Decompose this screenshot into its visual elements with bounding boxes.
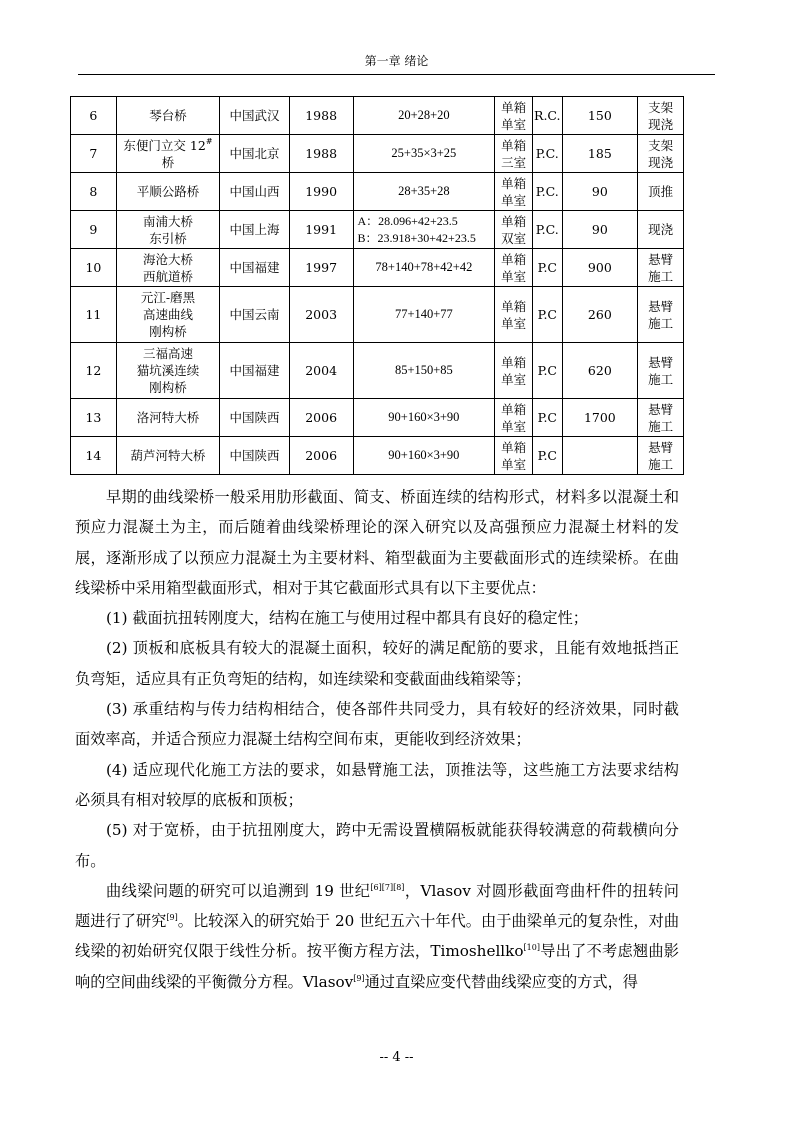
- cell-method-line: 悬臂: [648, 401, 674, 417]
- table-row: [71, 343, 684, 399]
- cell-radius: 185: [562, 135, 638, 173]
- cell-span-line: 85+150+85: [394, 363, 453, 377]
- cell-material: P.C.: [533, 211, 562, 249]
- cell-material: P.C: [533, 287, 562, 343]
- cell-span: [353, 97, 495, 135]
- cell-method-line: 悬臂: [648, 439, 674, 455]
- cell-radius: 90: [562, 173, 638, 211]
- cell-method-line: 悬臂: [648, 251, 674, 267]
- cell-span-line: 78+140+78+42+42: [375, 260, 473, 274]
- cell-material: P.C: [533, 249, 562, 287]
- cell-location: 中国陕西: [220, 399, 290, 437]
- cell-span: [353, 249, 495, 287]
- cell-section: [495, 211, 533, 249]
- table-row: [71, 399, 684, 437]
- table-row: [71, 97, 684, 135]
- citation-ref-9b: [9]: [353, 973, 365, 983]
- cell-bridge-name-line: 西航道桥: [142, 268, 193, 284]
- paragraph-history: [75, 876, 679, 997]
- cell-bridge-name: [116, 249, 219, 287]
- cell-bridge-name-line: 高速曲线: [142, 307, 193, 322]
- advantage-item-5: (5) 对于宽桥，由于抗扭刚度大，跨中无需设置横隔板就能获得较满意的荷载横向分布。: [75, 821, 679, 870]
- cell-year: 2006: [289, 437, 353, 475]
- cell-location: 中国福建: [220, 249, 290, 287]
- cell-method: [638, 343, 684, 399]
- cell-material: P.C.: [533, 135, 562, 173]
- history-text-d: 导出了不考虑翘曲影响的空间曲线梁的平衡微分方程。Vlasov: [75, 942, 679, 991]
- advantage-item-4: (4) 适应现代化施工方法的要求，如悬臂施工法，顶推法等，这些施工方法要求结构必须具有相对较厚的底板和顶板；: [75, 760, 679, 809]
- cell-section-line: 单室: [501, 371, 527, 387]
- cell-year: 2006: [289, 399, 353, 437]
- cell-bridge-name: [116, 173, 219, 211]
- cell-method-line: 施工: [648, 315, 674, 331]
- cell-section-line: 单箱: [501, 439, 527, 455]
- cell-number: 6: [71, 97, 117, 135]
- cell-material: P.C: [533, 399, 562, 437]
- cell-section-line: 单箱: [501, 401, 527, 417]
- bridge-name-part: 东便门立交 12: [123, 137, 206, 153]
- table-row: [71, 249, 684, 287]
- cell-number: 11: [71, 287, 117, 343]
- cell-section-line: 单室: [501, 192, 527, 208]
- cell-number: 9: [71, 211, 117, 249]
- cell-span: [353, 173, 495, 211]
- table-row: [71, 211, 684, 249]
- cell-number: 8: [71, 173, 117, 211]
- cell-section-line: 单箱: [501, 175, 527, 191]
- cell-number: 13: [71, 399, 117, 437]
- cell-section-line: 单箱: [501, 251, 527, 267]
- cell-radius: 620: [562, 343, 638, 399]
- cell-location: 中国云南: [220, 287, 290, 343]
- body-text: [75, 482, 679, 997]
- cell-method-line: 现浇: [648, 222, 674, 237]
- cell-bridge-name-line: 猫坑溪连续: [136, 363, 200, 378]
- page-number: -- 4 --: [379, 1050, 414, 1065]
- cell-bridge-name: [116, 97, 219, 135]
- cell-method-line: 现浇: [648, 116, 674, 132]
- cell-bridge-name: [116, 399, 219, 437]
- bridge-name-superscript: #: [205, 136, 213, 146]
- cell-section: [495, 343, 533, 399]
- history-text-b: ，Vlasov 对圆形截面弯曲杆件的扭转问题进行了研究: [75, 881, 679, 931]
- cell-section-line: 单室: [501, 315, 527, 331]
- cell-section: [495, 287, 533, 343]
- cell-section: [495, 173, 533, 211]
- cell-material: R.C.: [533, 97, 562, 135]
- cell-span-line: 90+160×3+90: [388, 410, 460, 424]
- cell-bridge-name-line: 洛河特大桥: [136, 410, 200, 425]
- citation-ref-9: [9]: [166, 913, 178, 923]
- page-header-title: 第一章 绪论: [364, 54, 429, 68]
- cell-material: P.C.: [533, 173, 562, 211]
- cell-radius: 900: [562, 249, 638, 287]
- cell-bridge-name-line: 元江-磨黑: [140, 290, 196, 305]
- cell-section: [495, 97, 533, 135]
- cell-section: [495, 135, 533, 173]
- bridge-table-body: [71, 97, 684, 475]
- cell-span-line: A：28.096+42+23.5: [357, 213, 458, 228]
- cell-method-line: 悬臂: [648, 298, 674, 314]
- cell-span: [353, 287, 495, 343]
- cell-method: [638, 399, 684, 437]
- cell-number: 14: [71, 437, 117, 475]
- cell-span: [353, 437, 495, 475]
- table-row: [71, 135, 684, 173]
- cell-bridge-name-line: 海沧大桥: [142, 251, 193, 267]
- cell-section: [495, 249, 533, 287]
- cell-method: [638, 211, 684, 249]
- cell-method-line: 施工: [648, 456, 674, 472]
- cell-span: [353, 343, 495, 399]
- cell-year: 2003: [289, 287, 353, 343]
- history-text-a: 曲线梁问题的研究可以追溯到 19 世纪: [106, 881, 371, 900]
- cell-year: 1988: [289, 135, 353, 173]
- cell-bridge-name: [116, 437, 219, 475]
- cell-bridge-name-line: 东引桥: [149, 230, 187, 246]
- cell-method-line: 现浇: [648, 154, 674, 170]
- table-row: [71, 173, 684, 211]
- cell-method: [638, 97, 684, 135]
- cell-span-line: 20+28+20: [398, 108, 450, 122]
- citation-ref-6-8: [6][7][8]: [370, 882, 405, 892]
- cell-location: 中国武汉: [220, 97, 290, 135]
- cell-location: 中国陕西: [220, 437, 290, 475]
- cell-radius: 260: [562, 287, 638, 343]
- table-row: [71, 437, 684, 475]
- cell-section-line: 单箱: [501, 137, 527, 153]
- history-text-e: 通过直梁应变代替曲线梁应变的方式，得: [364, 972, 638, 991]
- cell-location: 中国北京: [220, 135, 290, 173]
- cell-section-line: 单箱: [501, 354, 527, 370]
- cell-span-line: 28+35+28: [398, 184, 450, 198]
- cell-number: 12: [71, 343, 117, 399]
- cell-section-line: 单箱: [501, 298, 527, 314]
- cell-material: P.C: [533, 437, 562, 475]
- cell-method-line: 支架: [648, 137, 674, 153]
- cell-bridge-name: [116, 211, 219, 249]
- cell-method: [638, 173, 684, 211]
- table-row: [71, 287, 684, 343]
- cell-method-line: 悬臂: [648, 354, 674, 370]
- cell-method: [638, 249, 684, 287]
- cell-year: 1990: [289, 173, 353, 211]
- cell-bridge-name-line: 刚构桥: [149, 380, 187, 395]
- cell-span-line: 77+140+77: [394, 307, 453, 321]
- cell-radius: [562, 437, 638, 475]
- cell-bridge-name: [116, 343, 219, 399]
- cell-section-line: 单室: [501, 418, 527, 434]
- paragraph-intro: 早期的曲线梁桥一般采用肋形截面、简支、桥面连续的结构形式，材料多以混凝土和预应力混凝土为主，而后随着曲线梁桥理论的深入研究以及高强预应力混凝土材料的发展，逐渐形成了以预应力混凝土为主要材料、箱型截面为主要截面形式的连续梁桥。在曲线梁桥中采用箱型截面形式，相对于其它截面形式具有以下主要优点：: [75, 488, 679, 597]
- cell-span: [353, 399, 495, 437]
- cell-year: 1988: [289, 97, 353, 135]
- cell-section-line: 三室: [501, 154, 527, 170]
- cell-bridge-name-line: 琴台桥: [149, 108, 187, 123]
- cell-section: [495, 399, 533, 437]
- cell-number: 10: [71, 249, 117, 287]
- citation-ref-10: [10]: [523, 943, 540, 953]
- cell-bridge-name-line: 平顺公路桥: [136, 184, 200, 199]
- cell-number: 7: [71, 135, 117, 173]
- cell-section-line: 单箱: [501, 99, 527, 115]
- cell-radius: 90: [562, 211, 638, 249]
- cell-section-line: 单室: [501, 116, 527, 132]
- bridge-name-part: 桥: [161, 154, 175, 170]
- cell-location: 中国上海: [220, 211, 290, 249]
- cell-section: [495, 437, 533, 475]
- cell-section-line: 单室: [501, 268, 527, 284]
- cell-bridge-name-line: 南浦大桥: [142, 213, 193, 229]
- cell-bridge-name: [116, 287, 219, 343]
- cell-bridge-name-line: 刚构桥: [149, 324, 187, 339]
- cell-radius: 1700: [562, 399, 638, 437]
- cell-bridge-name: [116, 135, 219, 173]
- cell-method: [638, 135, 684, 173]
- cell-method-line: 施工: [648, 371, 674, 387]
- cell-span: [353, 211, 495, 249]
- cell-span-line: B：23.918+30+42+23.5: [357, 230, 476, 245]
- cell-bridge-name-line: 葫芦河特大桥: [130, 448, 206, 463]
- cell-section-line: 单室: [501, 456, 527, 472]
- header-rule: [78, 74, 715, 75]
- cell-year: 1991: [289, 211, 353, 249]
- cell-method: [638, 287, 684, 343]
- advantage-item-1: (1) 截面抗扭转刚度大，结构在施工与使用过程中都具有良好的稳定性；: [106, 609, 588, 628]
- bridge-table: [70, 96, 684, 475]
- cell-year: 1997: [289, 249, 353, 287]
- cell-year: 2004: [289, 343, 353, 399]
- cell-radius: 150: [562, 97, 638, 135]
- cell-method-line: 支架: [648, 99, 674, 115]
- cell-span-line: 25+35×3+25: [391, 146, 457, 160]
- cell-method: [638, 437, 684, 475]
- cell-location: 中国山西: [220, 173, 290, 211]
- cell-section-line: 双室: [501, 230, 527, 246]
- cell-method-line: 施工: [648, 268, 674, 284]
- cell-material: P.C: [533, 343, 562, 399]
- advantage-item-3: (3) 承重结构与传力结构相结合，使各部件共同受力，具有较好的经济效果，同时截面效率高，并适合预应力混凝土结构空间布束，更能收到经济效果；: [75, 700, 679, 749]
- cell-location: 中国福建: [220, 343, 290, 399]
- advantage-item-2: (2) 顶板和底板具有较大的混凝土面积，较好的满足配筋的要求，且能有效地抵挡正负弯矩，适应具有正负弯矩的结构，如连续梁和变截面曲线箱梁等；: [75, 639, 679, 688]
- cell-section-line: 单箱: [501, 213, 527, 229]
- cell-method-line: 施工: [648, 418, 674, 434]
- cell-span: [353, 135, 495, 173]
- cell-bridge-name-line: 三福高速: [142, 346, 193, 361]
- cell-method-line: 顶推: [648, 184, 674, 199]
- history-text-c: 。比较深入的研究始于 20 世纪五六十年代。由于曲梁单元的复杂性，对曲线梁的初始研究仅限于线性分析。按平衡方程方法，Timoshellko: [75, 912, 680, 961]
- cell-span-line: 90+160×3+90: [388, 448, 460, 462]
